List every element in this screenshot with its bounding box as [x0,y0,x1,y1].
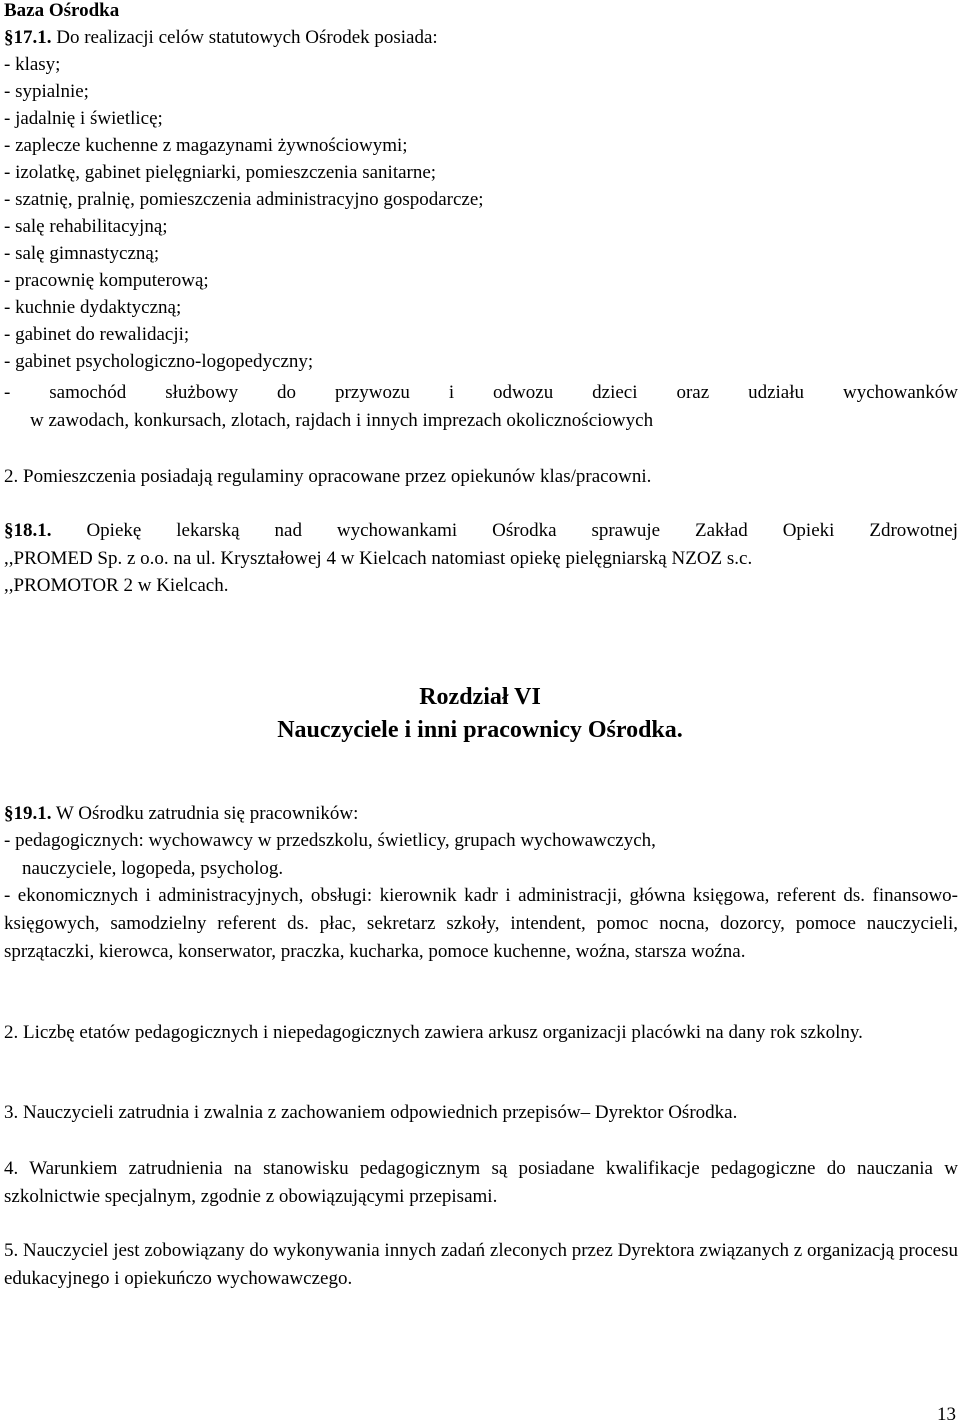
list-item: - gabinet do rewalidacji; [4,324,190,345]
list-item: - pracownię komputerową; [4,270,209,291]
paragraph-19-point-5: 5. Nauczyciel jest zobowiązany do wykonywania innych zadań zleconych przez Dyrektora związanych z organizacją procesu edukacyjnego i opiekuńczo wychowawczego. [4,1240,958,1289]
paragraph-number: §19.1. [4,803,52,824]
paragraph-text: Do realizacji celów statutowych Ośrodek posiada: [51,27,438,48]
list-item: - szatnię, pralnię, pomieszczenia administracyjno gospodarcze; [4,189,484,210]
paragraph-17-point-2: 2. Pomieszczenia posiadają regulaminy opracowane przez opiekunów klas/pracowni. [4,466,652,487]
chapter-title: Rozdział VI [419,684,541,710]
list-item: - jadalnię i świetlicę; [4,108,163,129]
list-item: - gabinet psychologiczno-logopedyczny; [4,351,314,372]
list-item: - salę rehabilitacyjną; [4,216,168,237]
list-item-vehicle-cont: w zawodach, konkursach, zlotach, rajdach i innych imprezach okolicznościowych [30,410,654,431]
paragraph-18-line-2: ,,PROMED Sp. z o.o. na ul. Kryształowej 4 w Kielcach natomiast opiekę pielęgniarską NZOZ s.c. [4,548,753,569]
section-title: Baza Ośrodka [4,0,120,21]
list-item-vehicle: - samochód służbowy do przywozu i odwozu dzieci oraz udziału wychowanków [4,382,958,403]
list-item: - zaplecze kuchenne z magazynami żywnościowymi; [4,135,408,156]
paragraph-19-intro [4,803,358,825]
pedagogical-staff: - pedagogicznych: wychowawcy w przedszkolu, świetlicy, grupach wychowawczych, [4,830,656,851]
pedagogical-staff-cont: nauczyciele, logopeda, psycholog. [22,858,284,879]
paragraph-19-point-2: 2. Liczbę etatów pedagogicznych i niepedagogicznych zawiera arkusz organizacji placówki na dany rok szkolny. [4,1022,863,1043]
paragraph-text: Opiekę lekarską nad wychowankami Ośrodka sprawuje Zakład Opieki Zdrowotnej [51,520,958,541]
paragraph-18-line-3: ,,PROMOTOR 2 w Kielcach. [4,575,229,596]
paragraph-17-intro [4,27,438,49]
economic-staff: - ekonomicznych i administracyjnych, obsługi: kierownik kadr i administracji, główna księgowa, referent ds. finansowo-księgowych, samodzielny referent ds. płac, sekretarz szkoły, intendent, pomoc nocna, dozorcy, pomoce nauczycieli, sprzątaczki, kierowca, konserwator, praczka, kucharka, pomoce kuchenne, woźna, starsza woźna. [4,885,958,962]
paragraph-18-line-1 [4,520,958,542]
list-item: - klasy; [4,54,61,75]
list-item: - kuchnie dydaktyczną; [4,297,182,318]
paragraph-19-point-3: 3. Nauczycieli zatrudnia i zwalnia z zachowaniem odpowiednich przepisów– Dyrektor Ośrodka. [4,1102,738,1123]
page-number: 13 [937,1404,956,1425]
paragraph-number: §18.1. [4,520,52,541]
list-item: - sypialnie; [4,81,89,102]
list-item: - izolatkę, gabinet pielęgniarki, pomieszczenia sanitarne; [4,162,437,183]
paragraph-text: W Ośrodku zatrudnia się pracowników: [51,803,359,824]
list-item: - salę gimnastyczną; [4,243,160,264]
chapter-subtitle: Nauczyciele i inni pracownicy Ośrodka. [277,717,683,743]
paragraph-number: §17.1. [4,27,52,48]
paragraph-19-point-4: 4. Warunkiem zatrudnienia na stanowisku pedagogicznym są posiadane kwalifikacje pedagogiczne do nauczania w szkolnictwie specjalnym, zgodnie z obowiązującymi przepisami. [4,1158,958,1207]
